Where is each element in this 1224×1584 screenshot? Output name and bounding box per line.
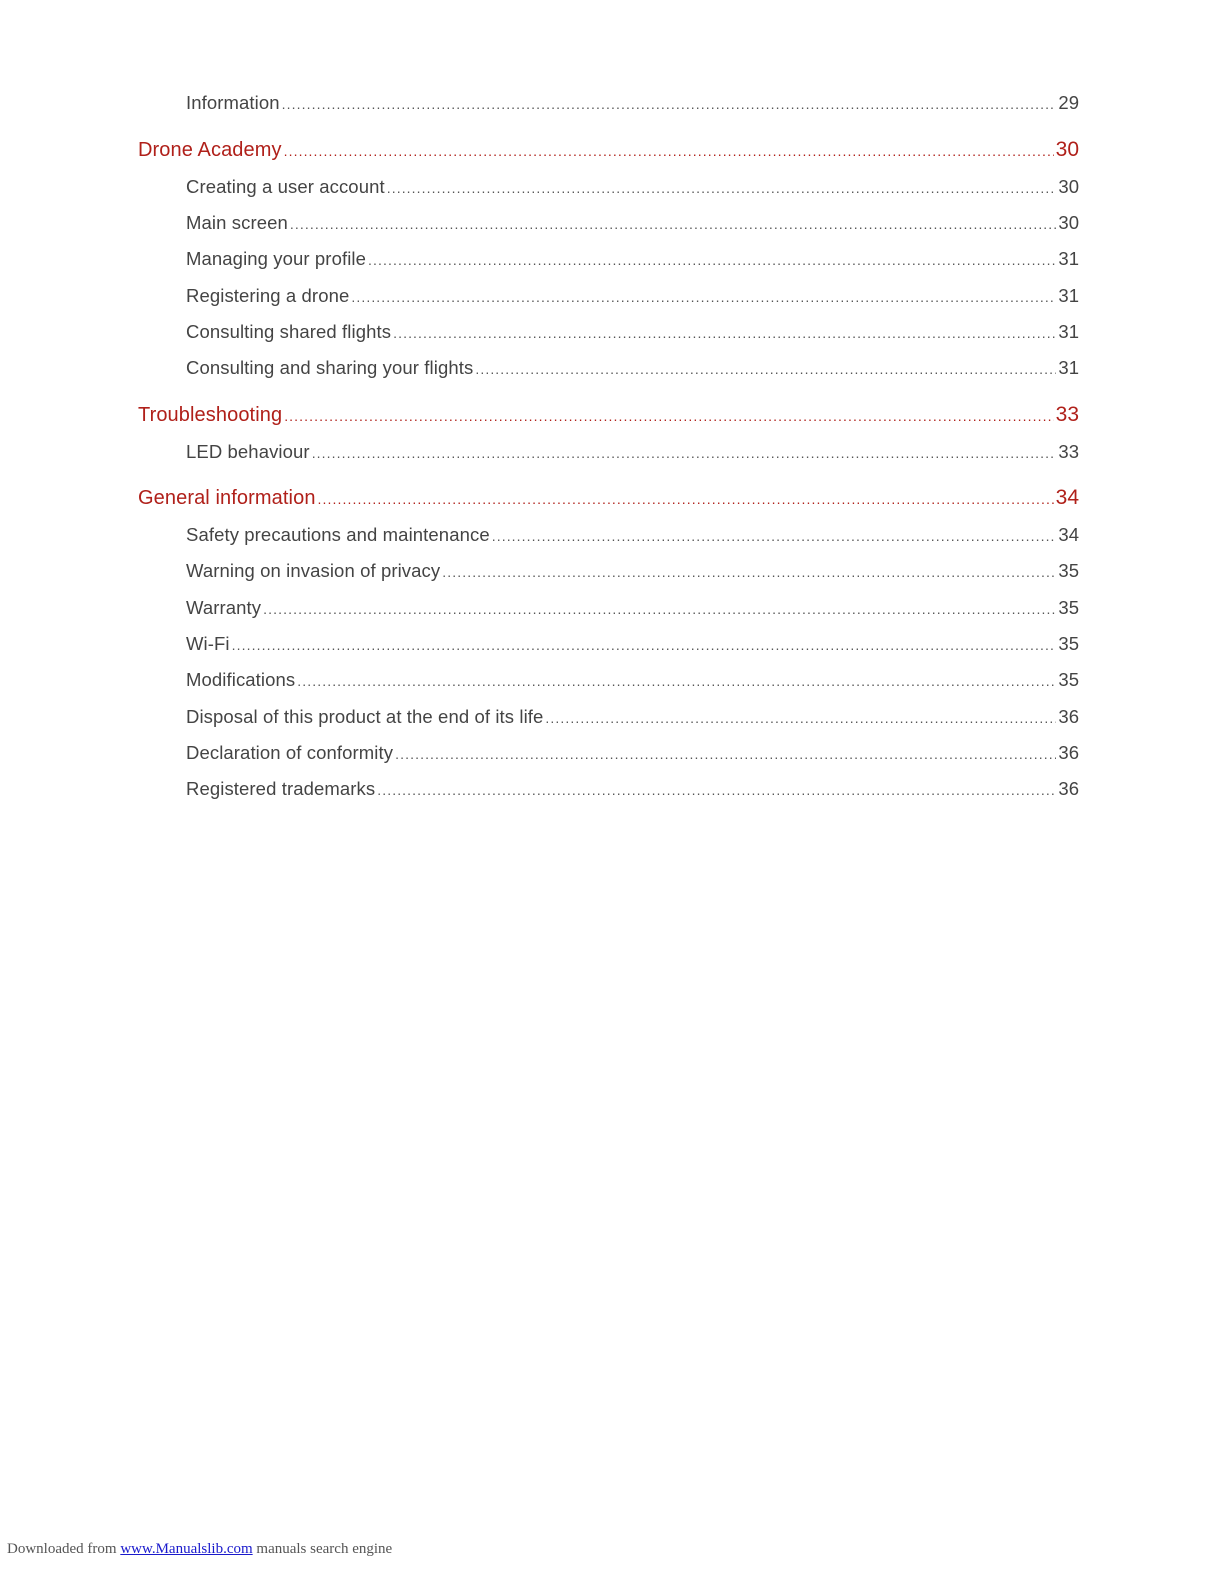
toc-leader-dots xyxy=(442,558,1056,586)
toc-entry[interactable] xyxy=(186,557,1079,585)
toc-entry-label: Main screen xyxy=(186,212,288,233)
toc-entry-label: Registered trademarks xyxy=(186,778,376,799)
toc-entry-label: Creating a user account xyxy=(186,176,385,197)
toc-section-label: Drone Academy xyxy=(138,139,282,161)
toc-entry[interactable] xyxy=(186,666,1079,694)
toc-leader-dots xyxy=(297,667,1056,695)
toc-entry[interactable] xyxy=(186,438,1079,466)
toc-entry-page: 31 xyxy=(1058,285,1079,306)
toc-leader-dots xyxy=(492,522,1057,550)
toc-leader-dots xyxy=(377,776,1056,804)
toc-entry-label: Managing your profile xyxy=(186,248,367,269)
toc-leader-dots xyxy=(263,595,1056,623)
toc-entry-label: Modifications xyxy=(186,669,296,690)
toc-leader-dots xyxy=(387,174,1057,202)
toc-leader-dots xyxy=(284,401,1053,431)
toc-entry[interactable] xyxy=(186,703,1079,731)
toc-entry-page: 30 xyxy=(1058,176,1079,197)
toc-leader-dots xyxy=(290,210,1057,238)
toc-section-label: General information xyxy=(138,487,316,509)
toc-entry-page: 31 xyxy=(1058,321,1079,342)
toc-entry-label: Disposal of this product at the end of its life xyxy=(186,706,544,727)
manualslib-link[interactable]: www.Manualslib.com xyxy=(120,1541,253,1557)
toc-entry-page: 35 xyxy=(1058,633,1079,654)
toc-leader-dots xyxy=(312,439,1057,467)
toc-entry-label: Wi-Fi xyxy=(186,633,230,654)
toc-leader-dots xyxy=(318,484,1054,514)
toc-leader-dots xyxy=(368,246,1056,274)
toc-entry[interactable] xyxy=(186,521,1079,549)
toc-section-page: 34 xyxy=(1055,486,1079,509)
toc-entry[interactable] xyxy=(186,739,1079,767)
toc-entry-page: 36 xyxy=(1058,706,1079,727)
toc-section-entry[interactable] xyxy=(138,483,1079,513)
toc-entry-page: 35 xyxy=(1058,560,1079,581)
toc-entry-page: 36 xyxy=(1058,742,1079,763)
toc-entry[interactable] xyxy=(186,630,1079,658)
toc-section-label: Troubleshooting xyxy=(138,404,283,426)
toc-leader-dots xyxy=(232,631,1057,659)
toc-entry-page: 35 xyxy=(1058,597,1079,618)
toc-leader-dots xyxy=(395,740,1056,768)
toc-entry-label: Registering a drone xyxy=(186,285,350,306)
toc-entry-label: Warranty xyxy=(186,597,262,618)
toc-entry[interactable] xyxy=(186,594,1079,622)
toc-entry-page: 34 xyxy=(1058,524,1079,545)
toc-section-entry[interactable] xyxy=(138,400,1079,430)
toc-entry[interactable] xyxy=(186,245,1079,273)
toc-entry-page: 33 xyxy=(1058,441,1079,462)
footer-suffix: manuals search engine xyxy=(256,1541,393,1557)
toc-entry-page: 30 xyxy=(1058,212,1079,233)
toc-entry[interactable] xyxy=(186,775,1079,803)
toc-leader-dots xyxy=(545,704,1056,732)
toc-entry-page: 31 xyxy=(1058,248,1079,269)
toc-entry-page: 36 xyxy=(1058,778,1079,799)
toc-leader-dots xyxy=(351,283,1056,311)
toc-entry-label: Consulting shared flights xyxy=(186,321,392,342)
toc-entry[interactable] xyxy=(186,354,1079,382)
toc-entry-label: Safety precautions and maintenance xyxy=(186,524,490,545)
toc-leader-dots xyxy=(282,90,1057,118)
toc-entry-page: 31 xyxy=(1058,357,1079,378)
toc-leader-dots xyxy=(393,319,1056,347)
toc-entry-label: Consulting and sharing your flights xyxy=(186,357,474,378)
toc-entry-label: LED behaviour xyxy=(186,441,310,462)
toc-entry-label: Warning on invasion of privacy xyxy=(186,560,441,581)
toc-entry-page: 29 xyxy=(1058,92,1079,113)
toc-section-entry[interactable] xyxy=(138,135,1079,165)
toc-leader-dots xyxy=(284,136,1054,166)
toc-entry-label: Information xyxy=(186,92,280,113)
footer-prefix: Downloaded from xyxy=(7,1541,117,1557)
toc-entry-label: Declaration of conformity xyxy=(186,742,394,763)
download-footer xyxy=(7,1541,392,1558)
toc-entry[interactable] xyxy=(186,282,1079,310)
toc-section-page: 33 xyxy=(1055,403,1079,426)
toc-entry[interactable] xyxy=(186,209,1079,237)
toc-entry[interactable] xyxy=(186,89,1079,117)
toc-section-page: 30 xyxy=(1055,138,1079,161)
toc-entry[interactable] xyxy=(186,318,1079,346)
toc-entry-page: 35 xyxy=(1058,669,1079,690)
toc-entry[interactable] xyxy=(186,173,1079,201)
toc-leader-dots xyxy=(475,355,1056,383)
